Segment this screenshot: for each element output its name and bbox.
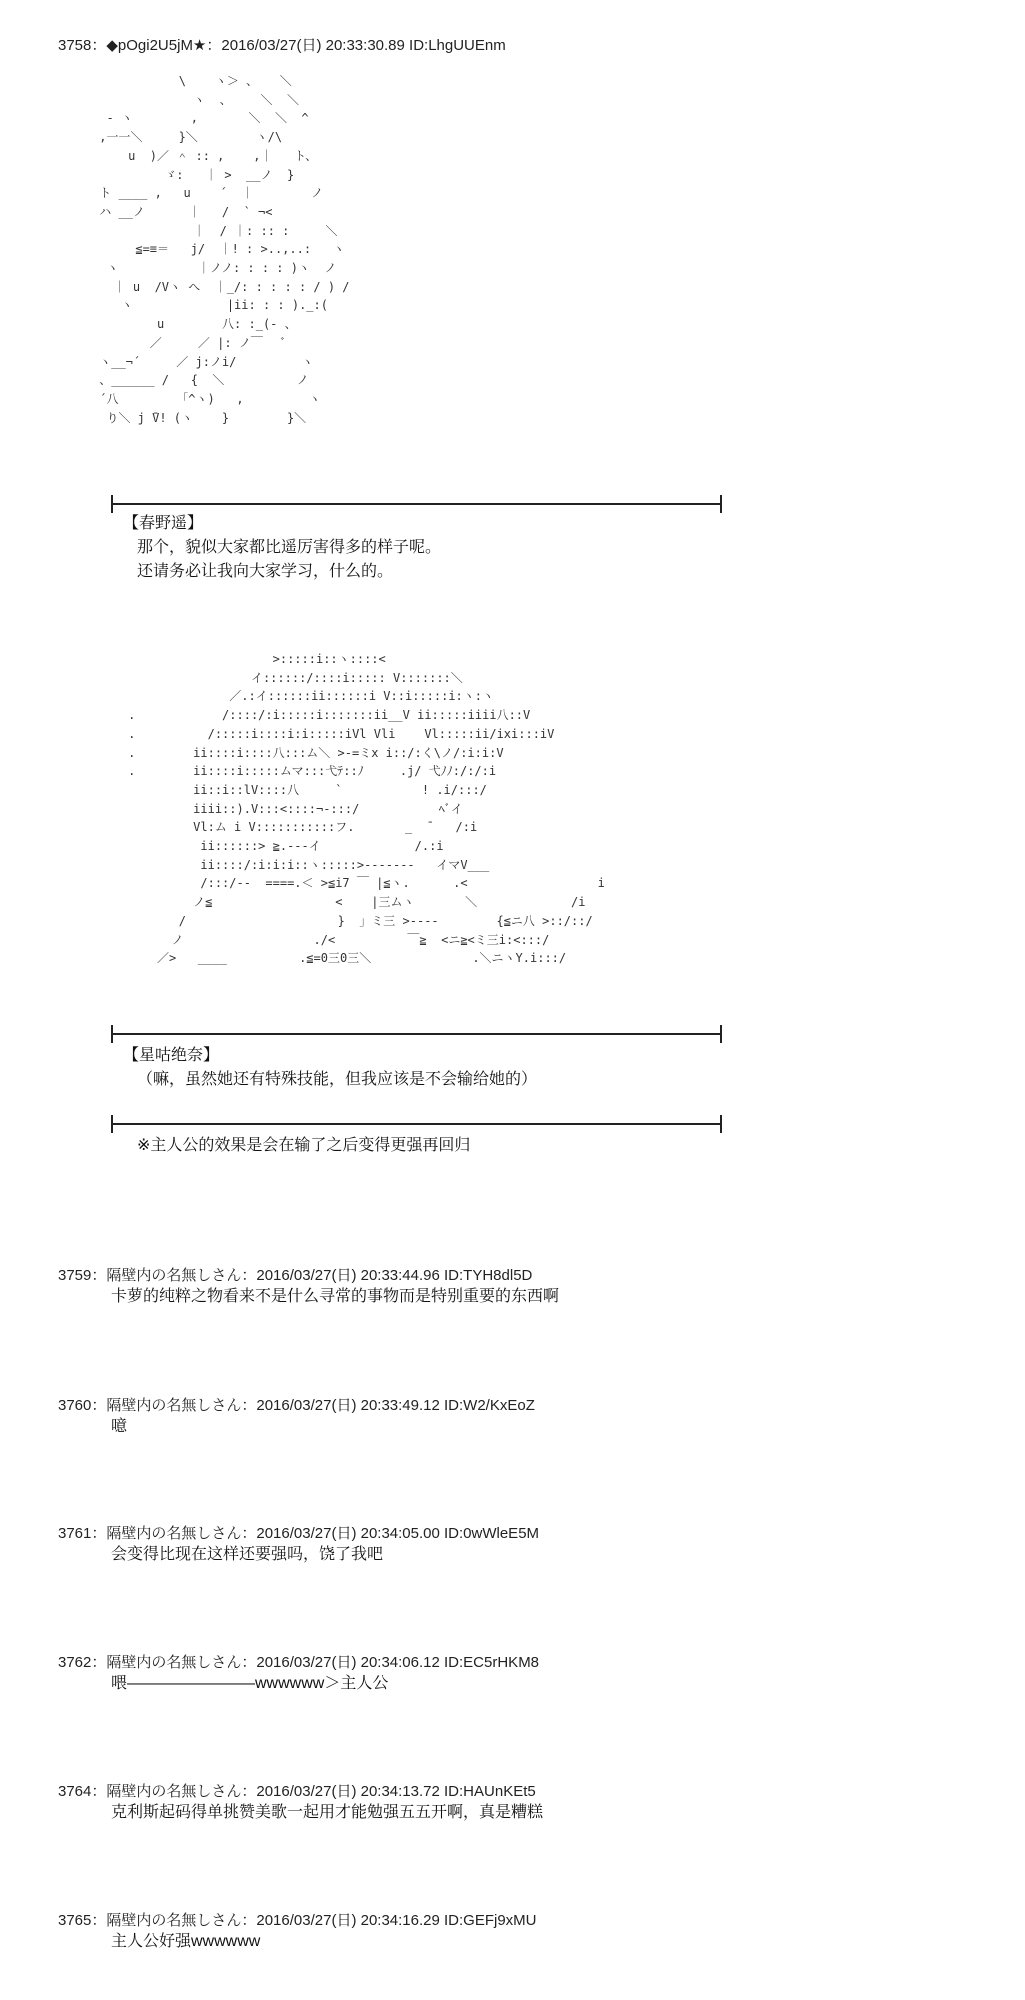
post-header: 3758：◆pOgi2U5jM★：2016/03/27(日) 20:33:30.89 ID:LhgUUEnm [58, 37, 506, 54]
post-body: 噫 [111, 1418, 128, 1435]
speaker-name: 【春野遥】 [123, 515, 204, 532]
post-body: 喂————————wwwwww＞主人公 [111, 1675, 389, 1692]
post-header: 3764：隔壁内の名無しさん：2016/03/27(日) 20:34:13.72 ID:HAUnKEt5 [58, 1783, 536, 1800]
speaker-name: 【星咕绝奈】 [123, 1047, 220, 1064]
post-body: 卡萝的纯粹之物看来不是什么寻常的事物而是特别重要的东西啊 [111, 1288, 560, 1305]
divider-cap [111, 1115, 113, 1133]
ascii-art-haruno: \ ヽ＞ 、 ＼ ヽ 、 ＼ ＼ - ヽ , ＼ ＼ ^ ,一一＼ }＼ ヽ/\ u )／ ＾ :: , ,｜ ト、 ゞ: ｜ > __ノ } ト ____ , u ´ ｜ ノ ハ __ノ ｜ / ` ¬< ｜ / ｜: :: : ＼ ≦=≡＝ j/ ｜! : >..,..: ヽ ヽ ｜ノノ: : : : )ヽ ノ ｜ u /Vヽ へ ｜_/: : : : : / ) / ヽ |ii: : : )._:( u 八: :_(- 、 ／ ／ |: ノ￣ ﾞ ヽ__¬´ ／ j:ノi/ ヽ 、______ / { ＼ ノ ´八 「^ヽ) , ヽ り＼ j ̄V! (ヽ } }＼ [99, 74, 350, 425]
divider [112, 503, 722, 505]
dialogue-line: 那个，貌似大家都比遥厉害得多的样子呢。 [137, 539, 442, 556]
post-header: 3760：隔壁内の名無しさん：2016/03/27(日) 20:33:49.12 ID:W2/KxEoZ [58, 1397, 535, 1414]
dialogue-line: 还请务必让我向大家学习，什么的。 [137, 563, 394, 580]
divider-cap [720, 1025, 722, 1043]
footnote: ※主人公的效果是会在输了之后变得更强再回归 [137, 1137, 471, 1154]
post-header: 3765：隔壁内の名無しさん：2016/03/27(日) 20:34:16.29 ID:GEFj9xMU [58, 1912, 537, 1929]
ascii-art-hoshikuna: >:::::i::ヽ::::< イ::::::/::::i::::: V:::::::＼ ／.:イ::::::ii::::::i V::i:::::i:ヽ:ヽ . /::::/:i:::::i:::::::ii__V ii:::::iiii八::V . /:::::i::::i:i:::::iVl Vli Vl:::::ii/ixi:::iV . ii::::i::::八:::ム＼ >-=ミx i::/:く\ノ/:i:i:V . ii::::i:::::ムマ:::弋ﾃ::ﾉ .j/ 弋ﾉﾉ:/:/:i ii::i::lV::::八 ` ! .i/:::/ iiii::).V:::<::::¬-:::/ ﾍﾞイ Vl:ム i V:::::::::::フ. _ ¯ /:i ii::::::> ≧.---イ /.:i ii::::/:i:i:i::ヽ:::::>------- イマV___ /:::/-- ====.＜ >≦i7 ￣ |≦ヽ. .< i ノ≦ < |三ムヽ ＼ /i / } 」ミ三 >---- {≦ニ八 >::/::/ ノ ./< ￣≧ <ニ≧<ミ三i:<:::/ ／> ____ .≦=0三0三＼ .＼ニヽY.i:::/ [128, 652, 605, 966]
post-header: 3759：隔壁内の名無しさん：2016/03/27(日) 20:33:44.96 ID:TYH8dl5D [58, 1267, 533, 1284]
divider-cap [111, 495, 113, 513]
divider-cap [111, 1025, 113, 1043]
post-body: 主人公好强wwwwww [111, 1933, 261, 1950]
post-header: 3761：隔壁内の名無しさん：2016/03/27(日) 20:34:05.00 ID:0wWleE5M [58, 1525, 540, 1542]
dialogue-line: （嘛，虽然她还有特殊技能，但我应该是不会输给她的） [137, 1071, 538, 1088]
post-body: 克利斯起码得单挑赞美歌一起用才能勉强五五开啊，真是糟糕 [111, 1804, 544, 1821]
divider-cap [720, 1115, 722, 1133]
divider [112, 1033, 722, 1035]
divider-cap [720, 495, 722, 513]
post-header: 3762：隔壁内の名無しさん：2016/03/27(日) 20:34:06.12 ID:EC5rHKM8 [58, 1654, 540, 1671]
divider [112, 1123, 722, 1125]
post-body: 会变得比现在这样还要强吗，饶了我吧 [111, 1546, 384, 1563]
